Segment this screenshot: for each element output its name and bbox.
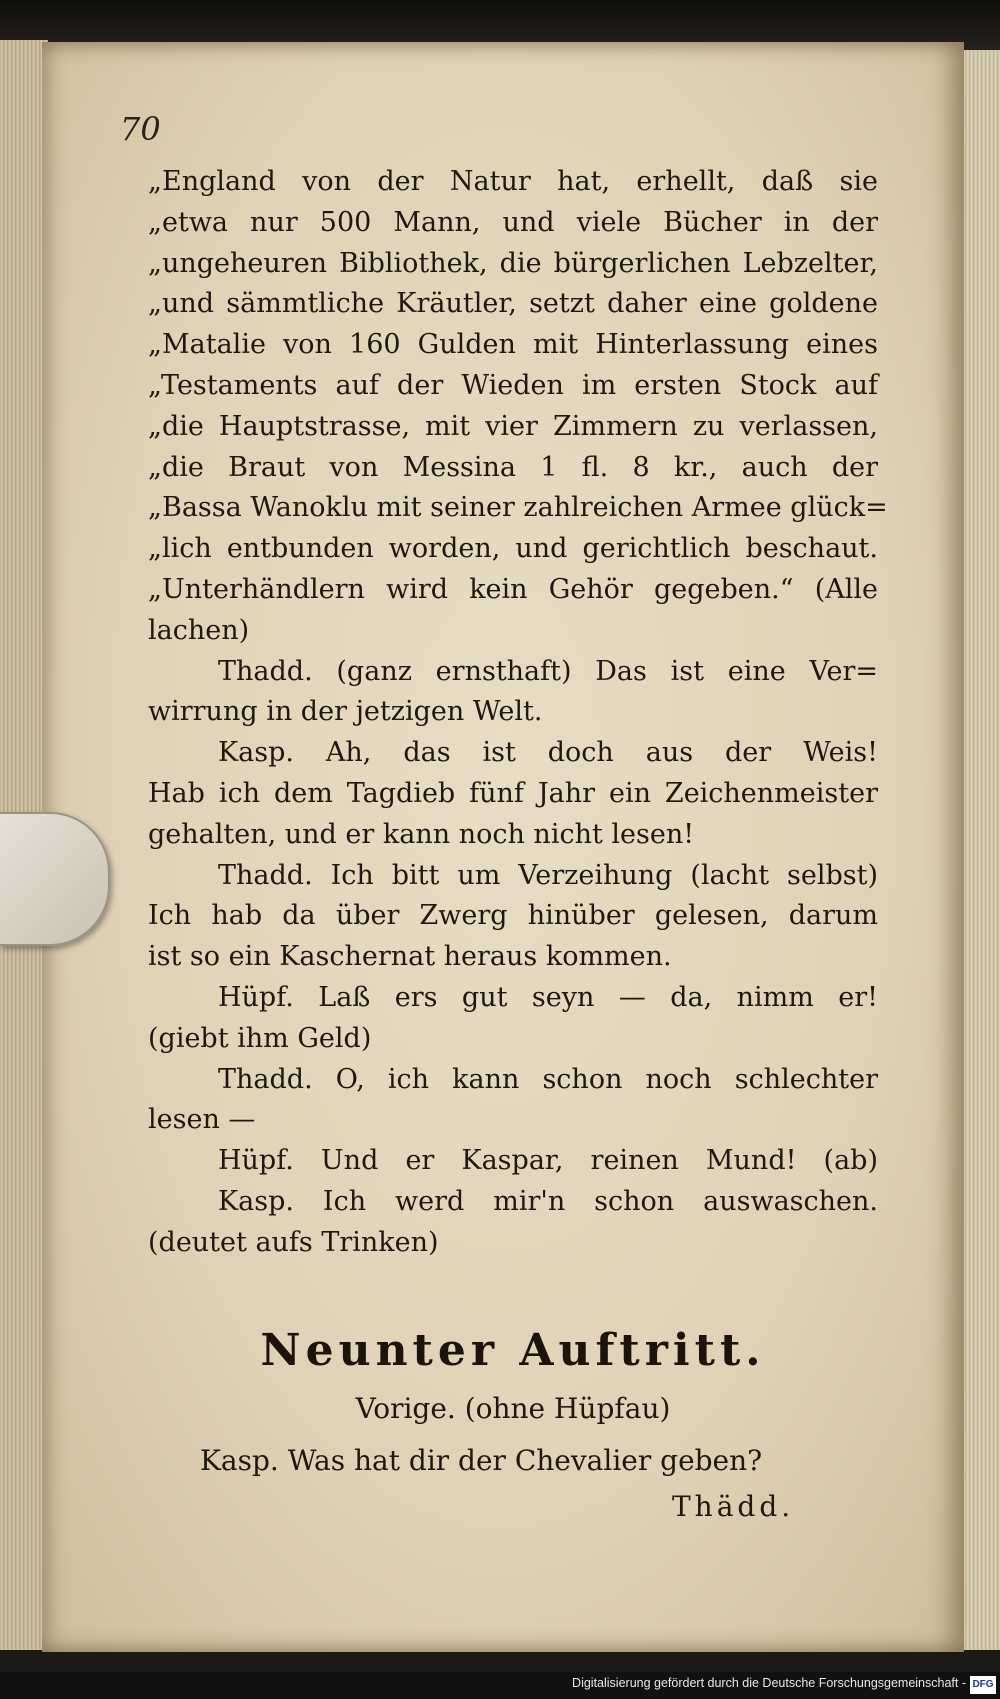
text-line: wirrung in der jetzigen Welt. (148, 696, 543, 728)
speech-kasp: Kasp. Ah, das ist doch aus der Weis! (218, 737, 878, 769)
scene-cast: Vorige. (ohne Hüpfau) (355, 1392, 671, 1425)
text-line: gehalten, und er kann noch nicht lesen! (148, 818, 695, 850)
speech-kasp-final: Kasp. Was hat dir der Chevalier geben? (200, 1444, 763, 1477)
speech-thadd: Thadd. Ich bitt um Verzeihung (lacht selbst) (218, 859, 878, 891)
text-line: ist so ein Kaschernat heraus kommen. (148, 941, 672, 973)
text-line: „ungeheuren Bibliothek, die bürgerlichen Lebzelter, (148, 247, 878, 279)
text-line: „lich entbunden worden, und gerichtlich beschaut. (148, 533, 878, 565)
speech-huepf: Hüpf. Und er Kaspar, reinen Mund! (ab) (218, 1145, 878, 1177)
speech-thadd: Thadd. O, ich kann schon noch schlechter (218, 1063, 878, 1095)
speech-kasp: Kasp. Ich werd mir'n schon auswaschen. (218, 1185, 878, 1217)
text-line: „England von der Natur hat, erhellt, daß sie (148, 166, 878, 197)
text-line: lesen — (148, 1104, 256, 1136)
page-clip (0, 812, 110, 946)
text-line: „Matalie von 160 Gulden mit Hinterlassung eines (148, 329, 878, 361)
right-page-stack (962, 50, 1000, 1650)
text-line: „Unterhändlern wird kein Gehör gegeben.“ (Alle (148, 573, 878, 605)
stage-direction: (deutet aufs Trinken) (148, 1226, 439, 1258)
text-line: lachen) (148, 614, 250, 646)
text-line: „die Hauptstrasse, mit vier Zimmern zu verlassen, (148, 410, 878, 442)
stage-direction: (giebt ihm Geld) (148, 1022, 372, 1054)
text-line: Hab ich dem Tagdieb fünf Jahr ein Zeichenmeister (148, 777, 878, 809)
text-line: „und sämmtliche Kräutler, setzt daher eine goldene (148, 288, 878, 320)
dfg-logo-icon: DFG (970, 1676, 996, 1694)
text-line: Ich hab da über Zwerg hinüber gelesen, darum (148, 900, 878, 932)
text-line: „etwa nur 500 Mann, und viele Bücher in der (148, 206, 878, 238)
catchword: Thädd. (672, 1490, 795, 1523)
text-line: „Bassa Wanoklu mit seiner zahlreichen Armee glück= (148, 492, 888, 524)
footer-bar (0, 1672, 1000, 1699)
body-text (148, 162, 888, 1264)
speech-thadd: Thadd. (ganz ernsthaft) Das ist eine Ver= (218, 655, 878, 687)
page-number: 70 (120, 110, 161, 148)
text-line: „die Braut von Messina 1 fl. 8 kr., auch der (148, 451, 878, 483)
scene-heading: Neunter Auftritt. (260, 1325, 766, 1376)
footer-credit: Digitalisierung gefördert durch die Deutsche Forschungsgemeinschaft - (572, 1676, 966, 1690)
speech-huepf: Hüpf. Laß ers gut seyn — da, nimm er! (218, 981, 878, 1013)
text-line: „Testaments auf der Wieden im ersten Stock auf (148, 369, 878, 401)
